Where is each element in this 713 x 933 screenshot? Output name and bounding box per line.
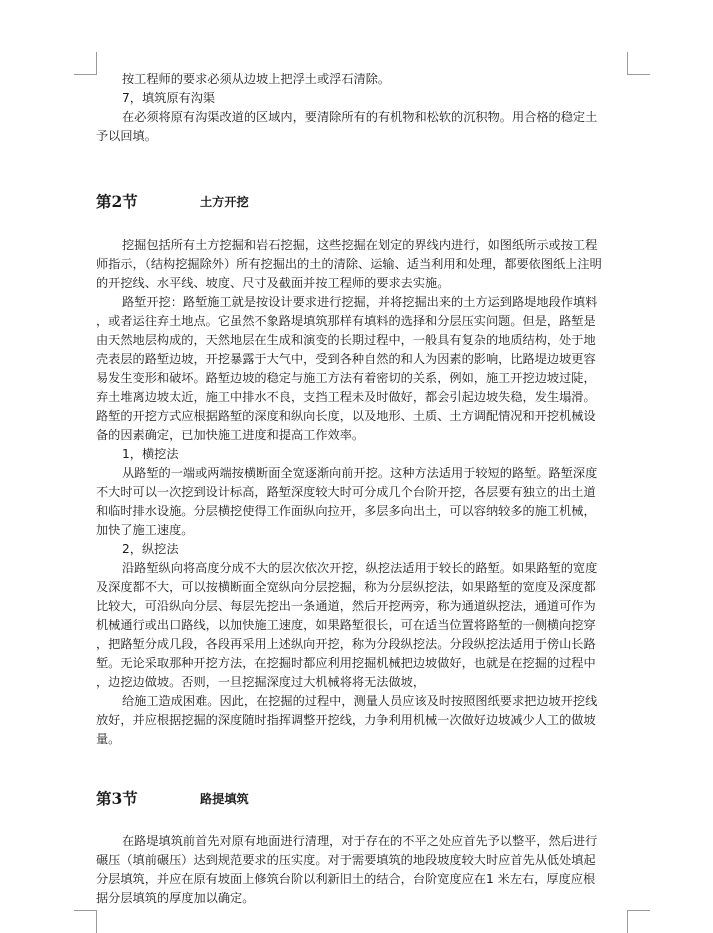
page-corner-mark: [627, 52, 650, 75]
text-line: 据分层填筑的厚度加以确定。: [96, 891, 255, 905]
page-corner-mark: [74, 910, 97, 933]
section-number: 第3节: [96, 789, 138, 808]
text-line: 堑。无论采取那种开挖方法，在挖掘时都应利用挖掘机械把边坡做好，也就是在挖掘的过程中: [96, 656, 596, 670]
text-line: 和临时排水设施。分层横挖使得工作面纵向拉开，多层多向出土，可以容纳较多的施工机械，: [96, 504, 596, 518]
text-line: 及深度都不大，可以按横断面全宽纵向分层挖掘，称为分层纵挖法，如果路堑的宽度及深度都: [96, 580, 596, 594]
text-line: 比较大，可沿纵向分层、每层先挖出一条通道，然后开挖两旁，称为通道纵挖法，通道可作为: [96, 599, 596, 613]
text-line: ，把路堑分成几段，各段再采用上述纵向开挖，称为分段纵挖法。分段纵挖法适用于傍山长路: [96, 637, 596, 651]
page-corner-mark: [74, 52, 97, 75]
section-title: 路提填筑: [200, 792, 249, 806]
text-line: 挖掘包括所有土方挖掘和岩石挖掘，这些挖掘在划定的界线内进行，如图纸所示或按工程: [122, 238, 598, 252]
text-line: 7，填筑原有沟渠: [122, 91, 216, 105]
text-line: 弃土堆离边坡太近，施工中排水不良，支挡工程未及时做好，都会引起边坡失稳，发生塌滑。: [96, 390, 596, 404]
text-line: 放好，并应根据挖掘的深度随时指挥调整开挖线，力争利用机械一次做好边坡减少人工的做坡: [96, 713, 596, 727]
text-line: 碾压（填前碾压）达到规范要求的压实度。对于需要填筑的地段坡度较大时应首先从低处填起: [96, 853, 596, 867]
text-line: 在必须将原有沟渠改道的区域内，要清除所有的有机物和松软的沉积物。用合格的稳定土: [122, 110, 598, 124]
text-line: 路堑开挖：路堑施工就是按设计要求进行挖掘，并将挖掘出来的土方运到路堤地段作填料: [122, 295, 598, 309]
text-line: 予以回填。: [96, 129, 157, 143]
text-line: 从路堑的一端或两端按横断面全宽逐渐向前开挖。这种方法适用于较短的路堑。路堑深度: [122, 466, 598, 480]
text-block-excavation: [96, 236, 616, 749]
text-line: ，或者运往弃土地点。它虽然不象路堤填筑那样有填料的选择和分层压实问题。但是，路堑是: [96, 314, 596, 328]
text-line: 在路堤填筑前首先对原有地面进行清理，对于存在的不平之处应首先予以整平，然后进行: [122, 834, 598, 848]
text-line: 备的因素确定，已加快施工进度和提高工作效率。: [96, 428, 365, 442]
text-line: ，边挖边做坡。否则，一旦挖掘深度过大机械将将无法做坡，: [96, 675, 426, 689]
text-line: 易发生变形和破坏。路堑边坡的稳定与施工方法有着密切的关系，例如，施工开挖边坡过陡，: [96, 371, 596, 385]
text-line: 给施工造成困难。因此，在挖掘的过程中，测量人员应该及时按照图纸要求把边坡开挖线: [122, 694, 598, 708]
text-line: 分层填筑，并应在原有坡面上修筑台阶以利新旧土的结合，台阶宽度应在1 米左右，厚度应根: [96, 872, 596, 886]
text-block-intro: [96, 70, 616, 146]
text-line: 量。: [96, 732, 121, 746]
section-number: 第2节: [96, 192, 138, 211]
text-block-embankment: [96, 832, 616, 908]
text-line: 师指示，（结构挖掘除外）所有挖掘出的土的清除、运输、适当利用和处理，都要依图纸上注明: [96, 257, 602, 271]
page-corner-mark: [627, 910, 650, 933]
text-line: 机械通行或出口路线，以加快施工速度，如果路堑很长，可在适当位置将路堑的一侧横向挖穿: [96, 618, 596, 632]
text-line: 按工程师的要求必须从边坡上把浮土或浮石清除。: [122, 72, 391, 86]
text-line: 加快了施工速度。: [96, 523, 194, 537]
text-line: 的开挖线、水平线、坡度、尺寸及截面并按工程师的要求去实施。: [96, 276, 450, 290]
text-line: 不大时可以一次挖到设计标高，路堑深度较大时可分成几个台阶开挖，各层要有独立的出土道: [96, 485, 596, 499]
text-line: 2，纵挖法: [122, 542, 179, 556]
section-heading: [96, 787, 249, 809]
text-line: 由天然地层构成的，天然地层在生成和演变的长期过程中，一般具有复杂的地质结构，处于地: [96, 333, 596, 347]
text-line: 路堑的开挖方式应根据路堑的深度和纵向长度，以及地形、土质、土方调配情况和开挖机械设: [96, 409, 596, 423]
text-line: 沿路堑纵向将高度分成不大的层次依次开挖，纵挖法适用于较长的路堑。如果路堑的宽度: [122, 561, 598, 575]
text-line: 1，横挖法: [122, 447, 179, 461]
text-line: 壳表层的路堑边坡，开挖暴露于大气中，受到各种自然的和人为因素的影响，比路堤边坡更容: [96, 352, 596, 366]
section-title: 土方开挖: [200, 195, 249, 209]
section-heading: [96, 190, 249, 212]
